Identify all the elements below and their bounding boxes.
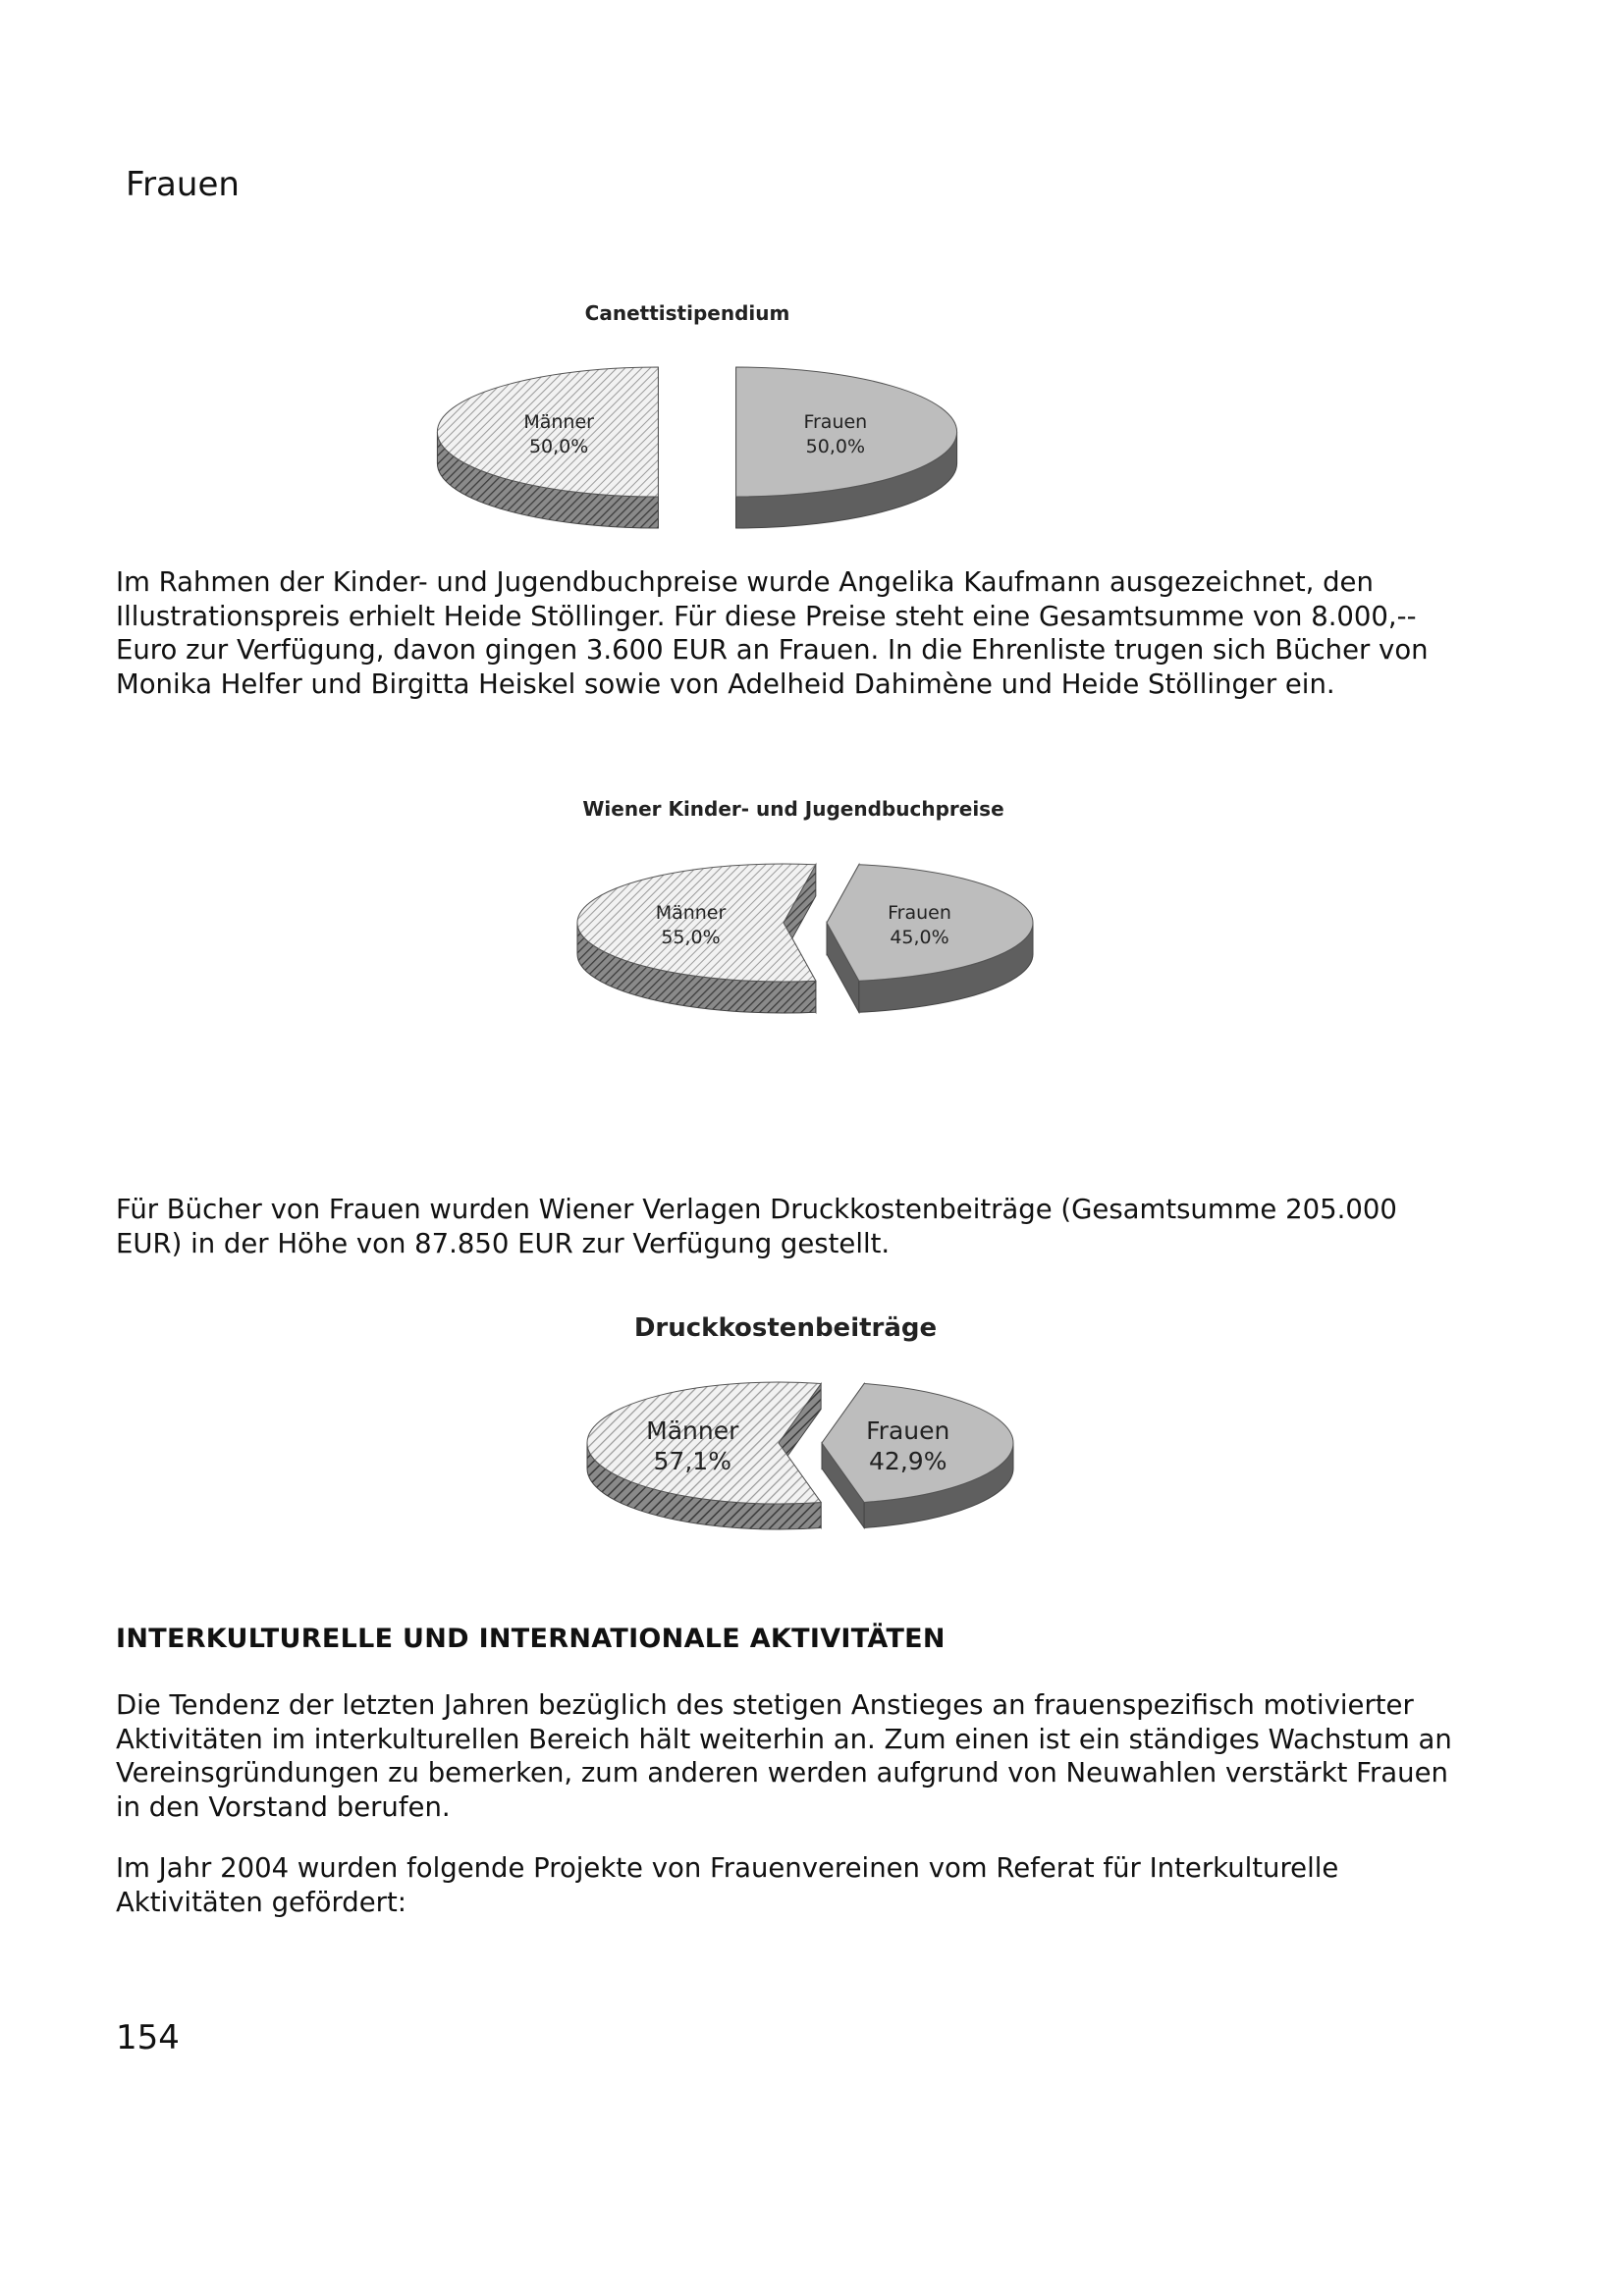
paragraph-projekte: Im Jahr 2004 wurden folgende Projekte von Frauenvereinen vom Referat für Interkulturelle Aktivitäten gefördert: xyxy=(116,1852,1339,1918)
section-heading: INTERKULTURELLE UND INTERNATIONALE AKTIVITÄTEN xyxy=(116,1624,946,1654)
paragraph-druckkosten: Für Bücher von Frauen wurden Wiener Verlagen Druckkostenbeiträge (Gesamtsumme 205.000 EUR) in der Höhe von 87.850 EUR zur Verfügung gestellt. xyxy=(116,1194,1397,1259)
chart-canettistipendium xyxy=(373,294,1021,550)
pie-slice-frauen xyxy=(822,1384,1013,1528)
slice-value-label: 57,1% xyxy=(653,1447,731,1475)
pie-slice-maenner xyxy=(577,864,816,1013)
slice-value-label: 50,0% xyxy=(528,436,589,457)
slice-name-label: Männer xyxy=(655,902,727,924)
slice-name-label: Frauen xyxy=(888,902,951,924)
paragraph-kinderbuch: Im Rahmen der Kinder- und Jugendbuchpreise wurde Angelika Kaufmann ausgezeichnet, den Illustrationspreis erhielt Heide Stöllinger. Für diese Preise steht eine Gesamtsumme von 8.000,-- Euro zur Verfügung, davon gingen 3.600 EUR an Frauen. In die Ehrenliste trugen sich Bücher von Monika Helfer und Birgitta Heiskel sowie von Adelheid Dahimène und Heide Stöllinger ein. xyxy=(116,566,1429,700)
slice-name-label: Frauen xyxy=(866,1416,950,1445)
slice-name-label: Männer xyxy=(646,1416,739,1445)
paragraph-tendenz: Die Tendenz der letzten Jahren bezüglich des stetigen Anstieges an frauenspezifisch motivierter Aktivitäten im interkulturellen Bereich hält weiterhin an. Zum einen ist ein ständiges Wachstum an Vereinsgründungen zu bemerken, zum anderen werden aufgrund von Neuwahlen verstärkt Frauen in den Vorstand berufen. xyxy=(116,1689,1452,1823)
pie-slice-frauen xyxy=(827,865,1033,1013)
section-title: Frauen xyxy=(126,165,240,204)
slice-value-label: 45,0% xyxy=(890,927,949,948)
slice-value-label: 50,0% xyxy=(805,436,866,457)
chart-druckkostenbeitraege xyxy=(491,1301,1100,1575)
slice-name-label: Frauen xyxy=(803,411,868,433)
chart-title: Druckkostenbeiträge xyxy=(633,1313,938,1343)
chart-title: Wiener Kinder- und Jugendbuchpreise xyxy=(582,797,1004,821)
slice-name-label: Männer xyxy=(523,411,594,433)
pie-slice-frauen xyxy=(736,367,957,528)
page-number: 154 xyxy=(116,2018,180,2057)
chart-kinderbuchpreise xyxy=(481,790,1129,1055)
pie-slice-maenner xyxy=(587,1382,821,1529)
slice-value-label: 55,0% xyxy=(661,927,721,948)
chart-title: Canettistipendium xyxy=(584,301,790,325)
slice-value-label: 42,9% xyxy=(869,1447,947,1475)
pie-slice-maenner xyxy=(437,367,658,528)
